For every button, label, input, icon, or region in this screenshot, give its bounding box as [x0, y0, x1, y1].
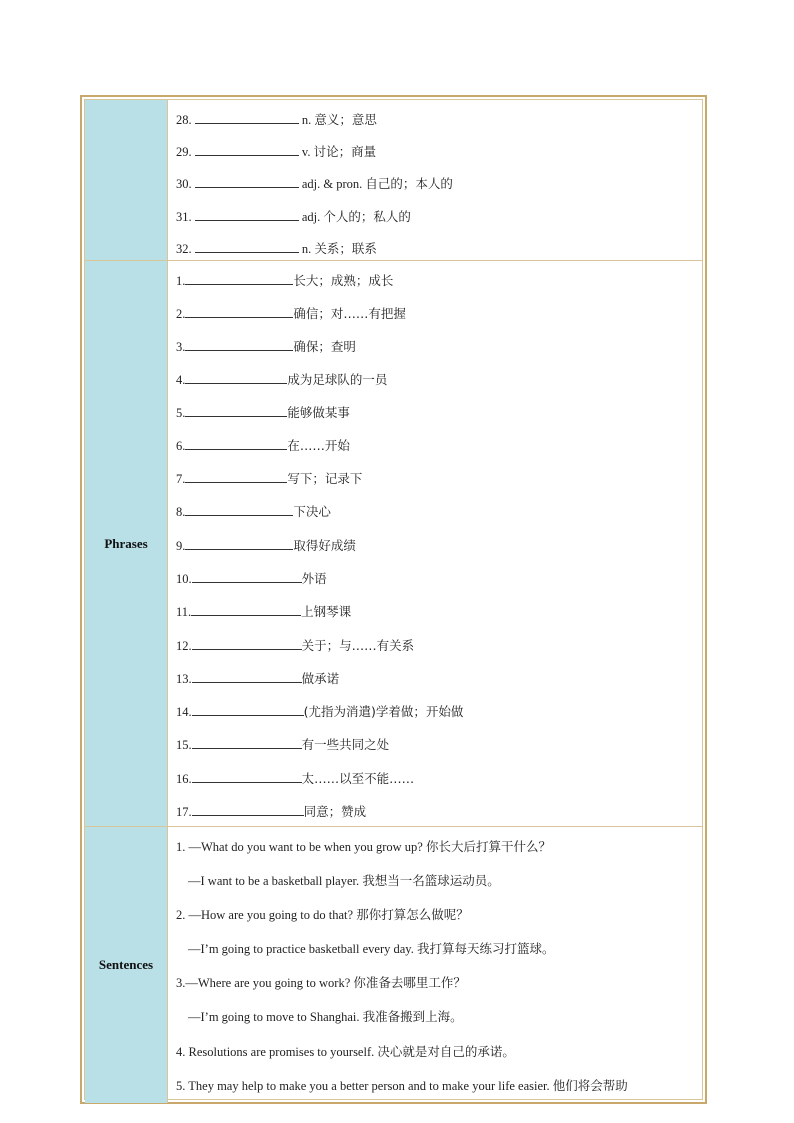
phrase-meaning: 外语 [301, 571, 327, 586]
sentence-chinese: 他们将会帮助 [552, 1078, 628, 1093]
sentence-english: —I’m going to move to Shanghai. [188, 1010, 360, 1024]
word-num: 28. [176, 113, 192, 127]
answer-blank[interactable] [195, 143, 299, 156]
answer-blank[interactable] [185, 404, 287, 417]
sentences-row [85, 827, 702, 1103]
phrase-item [176, 370, 387, 388]
word-meaning: 自己的；本人的 [365, 176, 453, 191]
answer-blank[interactable] [185, 470, 287, 483]
word-item [176, 142, 376, 160]
words-content [168, 100, 702, 260]
phrase-meaning: 上钢琴课 [301, 604, 352, 619]
word-num: 29. [176, 145, 192, 159]
phrase-item [176, 602, 351, 620]
phrase-num: 5. [176, 406, 186, 420]
sentence-english: 3.—Where are you going to work? [176, 976, 351, 990]
phrase-item [176, 569, 327, 587]
phrase-num: 3. [176, 340, 186, 354]
sentence-english: —I’m going to practice basketball every day. [188, 942, 414, 956]
phrase-item [176, 536, 356, 554]
phrase-num: 10. [176, 572, 192, 586]
words-row [85, 100, 702, 261]
phrase-num: 4. [176, 373, 186, 387]
phrase-item [176, 769, 414, 787]
phrase-item [176, 702, 463, 720]
word-item [176, 174, 453, 192]
answer-blank[interactable] [185, 338, 293, 351]
phrase-num: 11. [176, 605, 192, 619]
phrases-label: Phrases [85, 261, 168, 826]
phrases-content [168, 261, 702, 826]
word-meaning: 关系；联系 [314, 241, 377, 256]
sentence-english: 2. —How are you going to do that? [176, 908, 354, 922]
sentence-item [176, 837, 551, 855]
answer-blank[interactable] [195, 240, 299, 253]
word-pos: adj. [301, 210, 321, 224]
word-item [176, 110, 377, 128]
word-num: 30. [176, 177, 192, 191]
word-item [176, 207, 411, 225]
phrase-num: 6. [176, 439, 186, 453]
answer-blank[interactable] [192, 637, 302, 650]
phrase-num: 7. [176, 472, 186, 486]
phrase-meaning: 做承诺 [301, 671, 340, 686]
sentence-chinese: 那你打算怎么做呢？ [356, 907, 469, 922]
words-label-cell [85, 100, 168, 260]
phrase-item [176, 802, 366, 820]
phrase-num: 1. [176, 274, 186, 288]
sentence-item [176, 1076, 628, 1094]
phrase-num: 12. [176, 639, 192, 653]
phrase-meaning: 在……开始 [287, 438, 350, 453]
sentences-content [168, 827, 702, 1103]
phrase-meaning: 取得好成绩 [293, 538, 356, 553]
sentence-chinese: 我打算每天练习打篮球。 [416, 941, 555, 956]
answer-blank[interactable] [185, 272, 293, 285]
answer-blank[interactable] [192, 770, 302, 783]
sentence-english: —I want to be a basketball player. [188, 874, 360, 888]
phrase-meaning: 写下；记录下 [287, 471, 363, 486]
phrase-meaning: 太……以至不能…… [301, 771, 415, 786]
answer-blank[interactable] [195, 208, 299, 221]
vocabulary-table [80, 95, 707, 1104]
word-num: 31. [176, 210, 192, 224]
answer-blank[interactable] [191, 603, 301, 616]
phrase-meaning: 下决心 [293, 504, 331, 519]
answer-blank[interactable] [185, 437, 287, 450]
phrase-num: 14. [176, 705, 192, 719]
sentence-item [176, 1042, 515, 1060]
phrase-meaning: 确信；对……有把握 [293, 306, 406, 321]
phrase-meaning: 能够做某事 [287, 405, 350, 420]
word-pos: adj. & pron. [301, 177, 363, 191]
phrase-meaning: 关于；与……有关系 [301, 638, 415, 653]
word-item [176, 239, 377, 257]
phrase-item [176, 502, 331, 520]
phrase-num: 15. [176, 738, 192, 752]
word-meaning: 意义；意思 [314, 112, 377, 127]
word-meaning: 讨论；商量 [313, 144, 377, 159]
sentences-label: Sentences [85, 827, 168, 1103]
phrase-num: 9. [176, 539, 186, 553]
sentence-item [176, 905, 469, 923]
phrase-item [176, 636, 414, 654]
sentence-item [188, 1007, 463, 1025]
answer-blank[interactable] [185, 371, 287, 384]
phrase-meaning: (尤指为消遣)学着做；开始做 [303, 704, 464, 719]
table-inner [84, 99, 703, 1100]
sentence-item [176, 973, 466, 991]
answer-blank[interactable] [192, 803, 304, 816]
answer-blank[interactable] [185, 305, 293, 318]
phrase-item [176, 469, 362, 487]
phrase-meaning: 成为足球队的一员 [287, 372, 388, 387]
sentence-chinese: 我想当一名篮球运动员。 [362, 873, 500, 888]
sentence-english: 4. Resolutions are promises to yourself. [176, 1045, 375, 1059]
phrase-num: 13. [176, 672, 192, 686]
answer-blank[interactable] [195, 175, 299, 188]
word-pos: n. [301, 242, 312, 256]
phrase-item [176, 669, 339, 687]
phrase-num: 16. [176, 772, 192, 786]
phrase-item [176, 735, 389, 753]
sentence-english: 5. They may help to make you a better person and to make your life easier. [176, 1079, 550, 1093]
word-num: 32. [176, 242, 192, 256]
phrase-meaning: 长大；成熟；成长 [293, 273, 394, 288]
sentence-item [188, 939, 554, 957]
answer-blank[interactable] [185, 537, 293, 550]
answer-blank[interactable] [192, 570, 302, 583]
phrase-item [176, 403, 350, 421]
sentence-chinese: 决心就是对自己的承诺。 [377, 1044, 515, 1059]
phrase-item [176, 304, 406, 322]
sentence-chinese: 你准备去哪里工作？ [353, 975, 466, 990]
phrase-num: 8. [176, 505, 186, 519]
sentence-chinese: 你长大后打算干什么？ [425, 839, 551, 854]
sentence-item [188, 871, 500, 889]
sentence-chinese: 我准备搬到上海。 [362, 1009, 463, 1024]
answer-blank[interactable] [185, 503, 293, 516]
word-meaning: 个人的；私人的 [323, 209, 411, 224]
phrase-meaning: 确保；查明 [293, 339, 356, 354]
phrase-num: 2. [176, 307, 186, 321]
answer-blank[interactable] [192, 670, 302, 683]
phrases-row [85, 261, 702, 827]
answer-blank[interactable] [192, 703, 304, 716]
word-pos: n. [301, 113, 312, 127]
phrase-item [176, 436, 350, 454]
phrase-num: 17. [176, 805, 192, 819]
sentence-english: 1. —What do you want to be when you grow up? [176, 840, 423, 854]
answer-blank[interactable] [195, 111, 299, 124]
answer-blank[interactable] [192, 736, 302, 749]
word-pos: v. [301, 145, 311, 159]
phrase-item [176, 337, 356, 355]
phrase-item [176, 271, 393, 289]
phrase-meaning: 有一些共同之处 [301, 737, 390, 752]
phrase-meaning: 同意；赞成 [303, 804, 367, 819]
